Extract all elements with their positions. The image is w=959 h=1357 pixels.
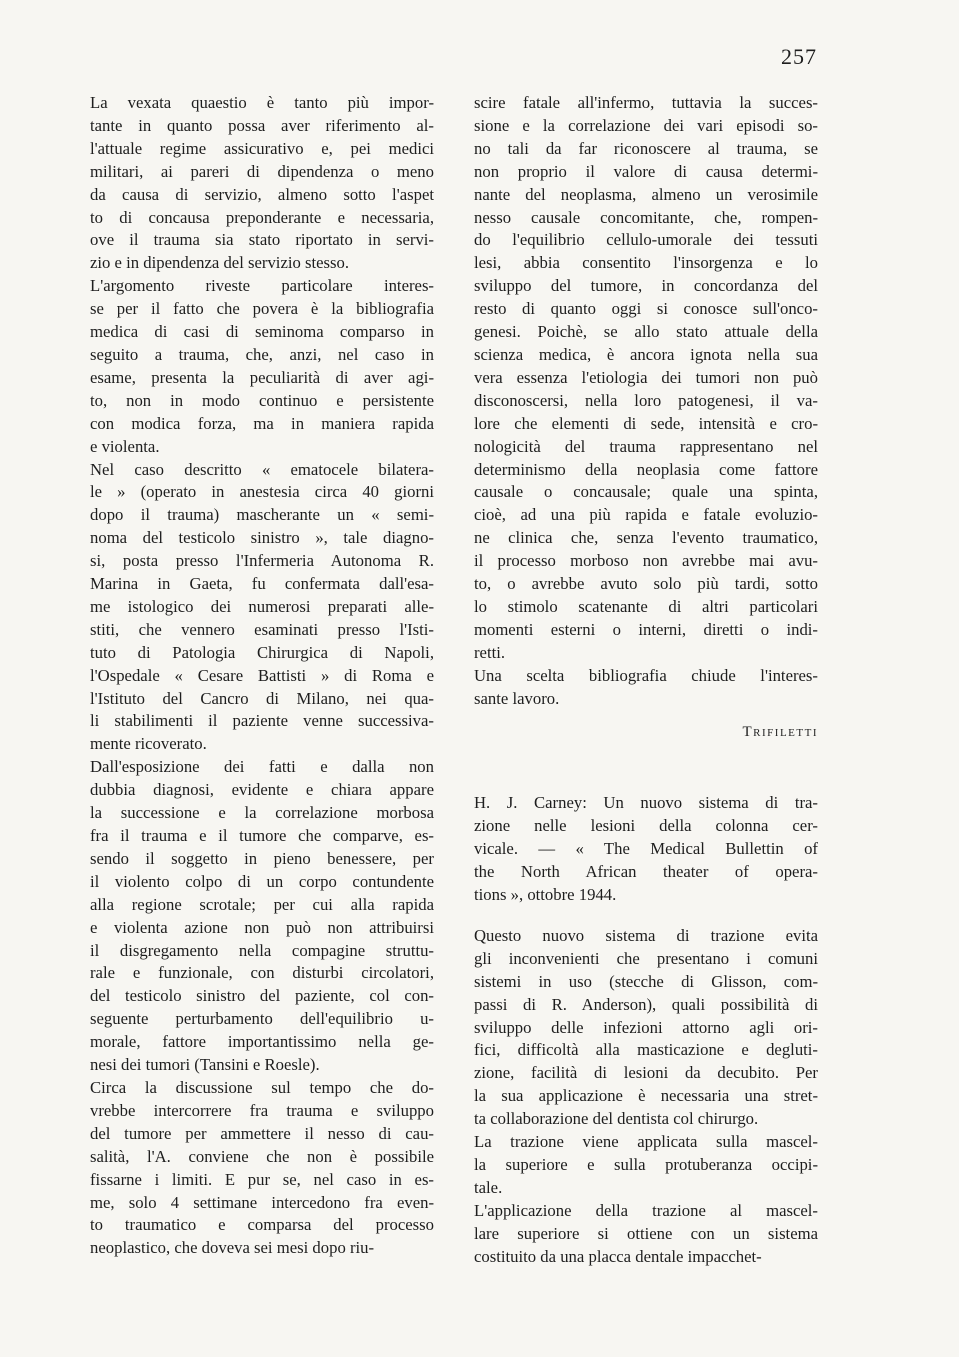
text-line: non proprio il valore di causa determi- bbox=[474, 161, 818, 181]
text-line: L'argomento riveste particolare interes- bbox=[90, 276, 434, 296]
text-line: to, non in modo continuo e persistente bbox=[90, 390, 434, 410]
bibliographic-reference bbox=[474, 792, 818, 907]
text-line: sistemi in uso (stecche di Glisson, com- bbox=[474, 971, 818, 991]
text-line: gli inconvenienti che presentano i comuni bbox=[474, 948, 818, 968]
text-line: seguente perturbamento dell'equilibrio u- bbox=[90, 1009, 434, 1029]
right-column-body bbox=[474, 92, 818, 710]
reference-line: zione nelle lesioni della colonna cer- bbox=[474, 816, 818, 836]
text-line: neoplastico, che doveva sei mesi dopo riu- bbox=[90, 1238, 375, 1258]
text-line: lare superiore si ottiene con un sistema bbox=[474, 1223, 818, 1243]
text-line: mente ricoverato. bbox=[90, 734, 207, 754]
text-line: zio e in dipendenza del servizio stesso. bbox=[90, 253, 350, 273]
text-line: scienza medica, è ancora ignota nella sua bbox=[474, 344, 818, 364]
text-line: La trazione viene applicata sulla mascel- bbox=[474, 1132, 818, 1152]
text-line: Questo nuovo sistema di trazione evita bbox=[474, 925, 818, 945]
text-line: to di concausa preponderante e necessaria, bbox=[90, 207, 434, 227]
text-line: con modica forza, ma in maniera rapida bbox=[90, 413, 434, 433]
text-line: passi di R. Anderson), quali possibilità di bbox=[474, 994, 818, 1014]
text-line: si, posta presso l'Infermeria Autonoma R. bbox=[90, 551, 434, 571]
text-line: ove il trauma sia stato riportato in servi- bbox=[90, 230, 434, 250]
reference-line: tions », ottobre 1944. bbox=[474, 885, 617, 904]
paragraph bbox=[90, 275, 434, 458]
text-line: stiti, che vennero esaminati presso l'Isti- bbox=[90, 619, 434, 639]
paragraph bbox=[90, 1077, 434, 1260]
text-line: Circa la discussione sul tempo che do- bbox=[90, 1077, 434, 1097]
text-line: ta collaborazione del dentista col chirurgo. bbox=[474, 1109, 759, 1129]
text-line: scire fatale all'infermo, tuttavia la succes- bbox=[474, 93, 818, 112]
text-line: l'Istituto del Cancro di Milano, nei qua- bbox=[90, 688, 434, 708]
text-line: sviluppo delle infezioni attorno agli ori- bbox=[474, 1017, 818, 1037]
text-line: rale e funzionale, con disturbi circolatori, bbox=[90, 963, 434, 983]
text-line: il processo morboso non avrebbe mai avu- bbox=[474, 551, 818, 571]
review-body bbox=[474, 925, 818, 1269]
text-line: morale, fattore importantissimo nella ge- bbox=[90, 1032, 434, 1052]
text-line: fici, difficoltà alla masticazione e degluti- bbox=[474, 1040, 818, 1060]
paragraph bbox=[474, 1131, 818, 1200]
text-line: l'Ospedale « Cesare Battisti » di Roma e bbox=[90, 665, 434, 685]
text-line: disconoscersi, nella loro patogenesi, il va- bbox=[474, 390, 818, 410]
text-line: nesso causale concomitante, che, rompen- bbox=[474, 207, 818, 227]
text-line: nante del neoplasma, almeno un verosimile bbox=[474, 184, 818, 204]
text-line: tante in quanto possa aver riferimento al- bbox=[90, 115, 434, 135]
text-line: genesi. Poichè, se allo stato attuale della bbox=[474, 322, 818, 342]
text-line: cioè, ad una più rapida e fatale evoluzio- bbox=[474, 505, 818, 525]
text-line: la sua applicazione è necessaria una stret- bbox=[474, 1086, 818, 1106]
paragraph bbox=[474, 665, 818, 711]
text-line: determinismo della neoplasia come fattore bbox=[474, 459, 818, 479]
text-line: esame, presenta la peculiarità di aver agi- bbox=[90, 367, 434, 387]
text-line: Marina in Gaeta, fu confermata dall'esa- bbox=[90, 574, 434, 594]
text-line: da causa di servizio, almeno sotto l'aspet bbox=[90, 184, 434, 204]
page-number: 257 bbox=[781, 44, 817, 69]
text-line: militari, ai pareri di dipendenza o meno bbox=[90, 161, 434, 181]
text-line: vera essenza l'etiologia dei tumori non può bbox=[474, 367, 818, 387]
text-line: to, o avrebbe avuto solo più tardi, sotto bbox=[474, 574, 818, 594]
text-line: momenti esterni o interni, diretti o indi- bbox=[474, 619, 818, 639]
text-line: Dall'esposizione dei fatti e dalla non bbox=[90, 757, 434, 777]
text-line: vrebbe intercorrere fra trauma e sviluppo bbox=[90, 1100, 434, 1120]
paragraph bbox=[474, 92, 818, 665]
paragraph bbox=[474, 925, 818, 1131]
reference-line: vicale. — « The Medical Bullettin of bbox=[474, 839, 818, 859]
review-signature: Trifiletti bbox=[742, 724, 818, 741]
text-line: L'applicazione della trazione al mascel- bbox=[474, 1200, 818, 1220]
text-line: La vexata quaestio è tanto più impor- bbox=[90, 93, 434, 112]
text-line: tale. bbox=[474, 1177, 503, 1197]
text-line: resto di quanto oggi si conosce sull'onco- bbox=[474, 299, 818, 319]
text-line: e violenta azione non può non attribuirsi bbox=[90, 917, 434, 937]
text-line: la successione e la correlazione morbosa bbox=[90, 803, 434, 823]
text-line: la superiore e sulla protuberanza occipi- bbox=[474, 1154, 818, 1174]
text-line: zione, facilità di lesioni da decubito. Per bbox=[474, 1063, 818, 1083]
text-line: tuto di Patologia Chirurgica di Napoli, bbox=[90, 642, 434, 662]
text-line: lo stimolo scatenante di altri particolari bbox=[474, 596, 818, 616]
text-line: e violenta. bbox=[90, 436, 160, 456]
text-line: nesi dei tumori (Tansini e Roesle). bbox=[90, 1055, 320, 1075]
right-column bbox=[474, 92, 818, 1269]
text-line: del testicolo sinistro del paziente, col con- bbox=[90, 986, 434, 1006]
text-line: medica di casi di seminoma comparso in bbox=[90, 322, 434, 342]
text-line: causale o concausale; quale una spinta, bbox=[474, 482, 818, 502]
text-line: l'attuale regime assicurativo e, pei medici bbox=[90, 138, 434, 158]
text-line: salità, l'A. conviene che non è possibile bbox=[90, 1146, 434, 1166]
text-line: fissarne i limiti. E pur se, nel caso in es- bbox=[90, 1169, 434, 1189]
text-line: dopo il trauma) mascherante un « semi- bbox=[90, 505, 434, 525]
text-line: sviluppo del tumore, in concordanza del bbox=[474, 276, 818, 296]
text-line: il violento colpo di un corpo contundente bbox=[90, 871, 434, 891]
paragraph bbox=[474, 1200, 818, 1269]
text-line: me istologico dei numerosi preparati alle- bbox=[90, 596, 434, 616]
text-line: dubbia diagnosi, evidente e chiara appare bbox=[90, 780, 434, 800]
paragraph bbox=[90, 459, 434, 757]
text-line: sendo il soggetto in pieno benessere, per bbox=[90, 848, 434, 868]
text-line: ne clinica che, senza l'evento traumatico, bbox=[474, 528, 818, 548]
text-line: lesi, abbia consentito l'insorgenza e lo bbox=[474, 253, 818, 273]
text-line: lore che elementi di sede, intensità e cro- bbox=[474, 413, 818, 433]
paragraph bbox=[90, 92, 434, 275]
text-line: seguito a trauma, che, anzi, nel caso in bbox=[90, 344, 434, 364]
paragraph bbox=[90, 756, 434, 1077]
left-column bbox=[90, 92, 434, 1260]
text-line: noma del testicolo sinistro », tale diagno- bbox=[90, 528, 434, 548]
text-line: no tali da far riconoscere al trauma, se bbox=[474, 138, 818, 158]
text-line: costituito da una placca dentale impacchet- bbox=[474, 1246, 762, 1266]
text-line: to traumatico e comparsa del processo bbox=[90, 1215, 434, 1235]
text-line: sante lavoro. bbox=[474, 688, 560, 708]
text-line: li stabilimenti il paziente venne successiva- bbox=[90, 711, 434, 731]
text-line: fra il trauma e il tumore che comparve, es- bbox=[90, 826, 434, 845]
text-line: le » (operato in anestesia circa 40 giorni bbox=[90, 482, 434, 502]
text-line: del tumore per ammettere il nesso di cau- bbox=[90, 1123, 434, 1143]
reference-line: the North African theater of opera- bbox=[474, 862, 818, 882]
text-line: nologicità del trauma rappresentano nel bbox=[474, 436, 818, 456]
text-line: sione e la correlazione dei vari episodi so- bbox=[474, 115, 818, 135]
text-line: do l'equilibrio cellulo-umorale dei tessuti bbox=[474, 230, 818, 250]
text-line: alla regione scrotale; per cui alla rapida bbox=[90, 894, 434, 914]
text-line: Nel caso descritto « ematocele bilatera- bbox=[90, 459, 434, 479]
text-line: se per il fatto che povera è la bibliografia bbox=[90, 299, 434, 319]
reference-line: H. J. Carney: Un nuovo sistema di tra- bbox=[474, 793, 818, 813]
text-line: Una scelta bibliografia chiude l'interes- bbox=[474, 665, 818, 685]
text-line: me, solo 4 settimane intercedono fra even- bbox=[90, 1192, 434, 1212]
text-line: il disgregamento nella compagine struttu- bbox=[90, 940, 434, 960]
text-line: retti. bbox=[474, 642, 506, 662]
